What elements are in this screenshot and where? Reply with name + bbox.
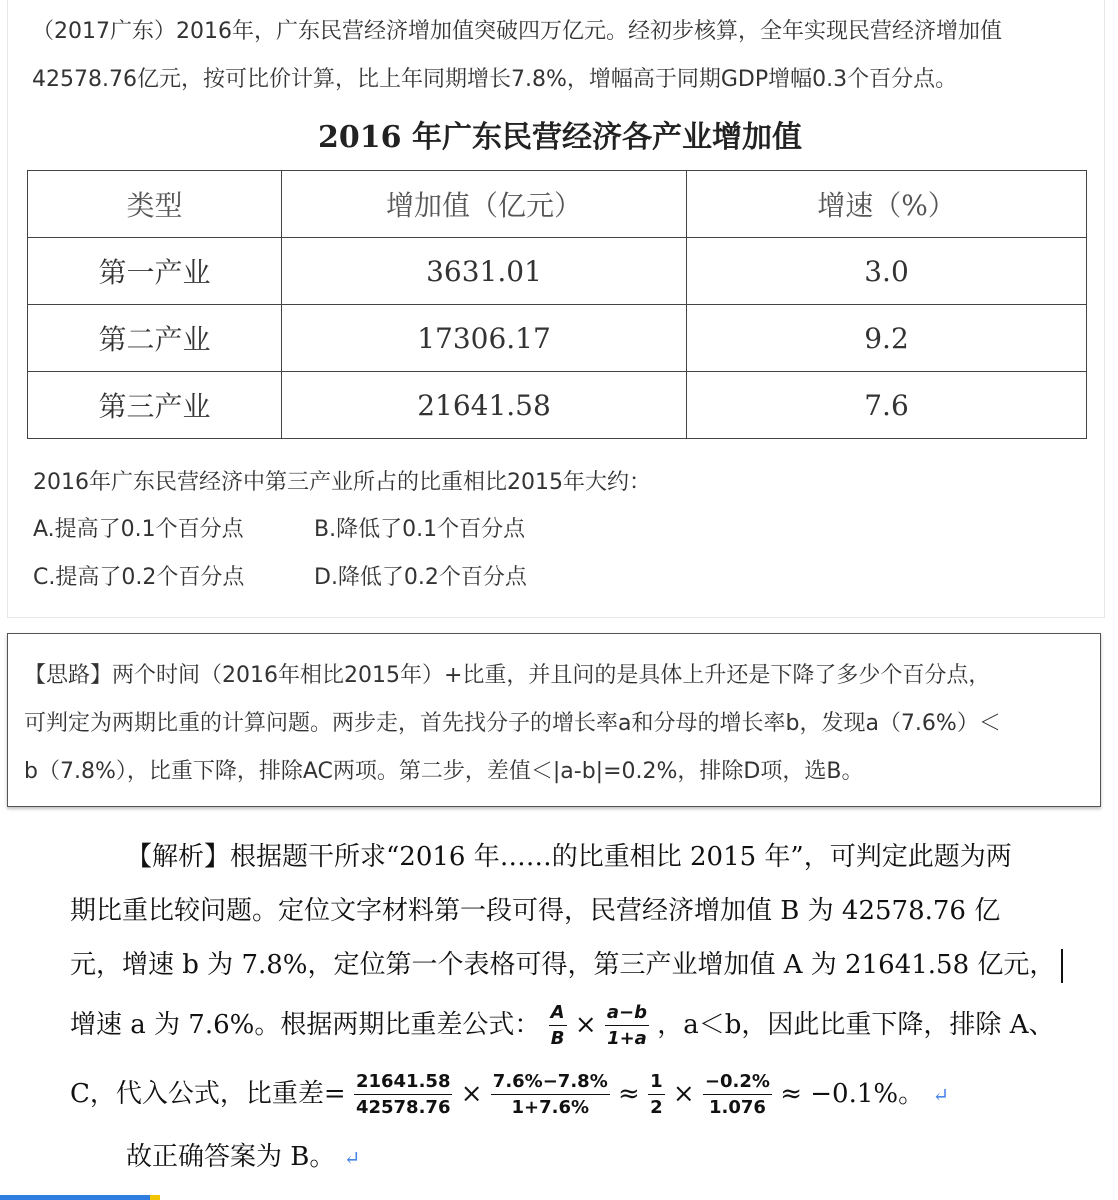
option-a[interactable]: A.提高了0.1个百分点 xyxy=(33,517,244,542)
cell-growth: 3.0 xyxy=(687,238,1087,305)
table-title: 2016 年广东民营经济各产业增加值 xyxy=(318,120,802,155)
analysis-line-6 xyxy=(70,1130,1040,1184)
bottom-progress-bar xyxy=(0,1195,160,1200)
calc-intro: C，代入公式，比重差= xyxy=(70,1079,346,1109)
option-c[interactable]: C.提高了0.2个百分点 xyxy=(33,565,245,590)
cell-growth: 9.2 xyxy=(687,305,1087,372)
cell-value: 3631.01 xyxy=(282,238,687,305)
times-sign: × xyxy=(574,1010,597,1040)
table-header-row xyxy=(28,171,1087,238)
hint-line-1: 【思路】两个时间（2016年相比2015年）+比重，并且问的是具体上升还是下降了多少个百分点， xyxy=(24,663,991,688)
cell-value: 21641.58 xyxy=(282,372,687,439)
header-value: 增加值（亿元） xyxy=(282,171,687,238)
header-growth: 增速（%） xyxy=(687,171,1087,238)
cell-type: 第二产业 xyxy=(28,305,282,372)
question-text: 2016年广东民营经济中第三产业所占的比重相比2015年大约： xyxy=(33,470,651,495)
table-row xyxy=(28,372,1087,439)
formula-intro: 增速 a 为 7.6%。根据两期比重差公式： xyxy=(70,1010,541,1040)
analysis-line-5 xyxy=(70,1058,1040,1130)
paragraph-return-icon: ↵ xyxy=(932,1083,950,1107)
text-cursor xyxy=(1061,949,1063,983)
intro-text xyxy=(32,8,1102,104)
times-sign: × xyxy=(460,1079,483,1109)
analysis-line-4 xyxy=(70,992,1055,1058)
calc-result: ≈ −0.1%。 xyxy=(780,1079,925,1109)
calc-fraction-diff: $\frac{-0.2\%}{1.076}$ xyxy=(704,1070,770,1118)
hint-line-3: b（7.8%），比重下降，排除AC两项。第二步，差值＜|a-b|=0.2%，排除D项，选B。 xyxy=(24,759,864,784)
table-row xyxy=(28,305,1087,372)
calc-fraction-rates: $\frac{7.6\%-7.8\%}{1+7.6\%}$ xyxy=(492,1070,608,1118)
cell-type: 第三产业 xyxy=(28,372,282,439)
data-table xyxy=(27,170,1087,439)
analysis-line-3 xyxy=(70,938,1056,992)
formula-conclusion: ，a＜b，因此比重下降，排除 A、 xyxy=(657,1010,1055,1040)
question-card xyxy=(7,0,1105,618)
cell-type: 第一产业 xyxy=(28,238,282,305)
option-d[interactable]: D.降低了0.2个百分点 xyxy=(314,565,527,590)
formula-fraction-growth: $\frac{a-b}{1+a}$ xyxy=(606,1001,648,1049)
cell-value: 17306.17 xyxy=(282,305,687,372)
hint-line-2: 可判定为两期比重的计算问题。两步走，首先找分子的增长率a和分母的增长率b，发现a（7.6%）＜ xyxy=(24,711,1001,736)
formula-fraction-a-b: $\frac{A}{B}$ xyxy=(550,1001,565,1049)
calc-fraction-values: $\frac{21641.58}{42578.76}$ xyxy=(355,1070,451,1118)
cell-growth: 7.6 xyxy=(687,372,1087,439)
progress-tip xyxy=(150,1195,160,1200)
header-type: 类型 xyxy=(28,171,282,238)
intro-line-2: 42578.76亿元，按可比价计算，比上年同期增长7.8%，增幅高于同期GDP增幅0.3个百分点。 xyxy=(32,67,958,92)
analysis-line-1: 【解析】根据题干所求“2016 年……的比重相比 2015 年”，可判定此题为两 xyxy=(126,842,1012,872)
options-list xyxy=(33,510,588,606)
approx-sign: ≈ xyxy=(618,1079,640,1109)
analysis-section xyxy=(70,830,1056,1184)
times-sign: × xyxy=(672,1079,695,1109)
hint-box xyxy=(7,633,1101,807)
paragraph-return-icon: ↵ xyxy=(343,1146,361,1170)
table-row xyxy=(28,238,1087,305)
answer-text: 故正确答案为 B。 xyxy=(126,1142,336,1172)
option-b[interactable]: B.降低了0.1个百分点 xyxy=(314,517,526,542)
intro-line-1: （2017广东）2016年，广东民营经济增加值突破四万亿元。经初步核算，全年实现民营经济增加值 xyxy=(32,19,1002,44)
calc-fraction-half: $\frac{1}{2}$ xyxy=(650,1070,663,1118)
analysis-line-3-text: 元，增速 b 为 7.8%，定位第一个表格可得，第三产业增加值 A 为 21641.58 亿元， xyxy=(70,950,1056,980)
analysis-line-2: 期比重比较问题。定位文字材料第一段可得，民营经济增加值 B 为 42578.76 亿 xyxy=(70,896,1001,926)
